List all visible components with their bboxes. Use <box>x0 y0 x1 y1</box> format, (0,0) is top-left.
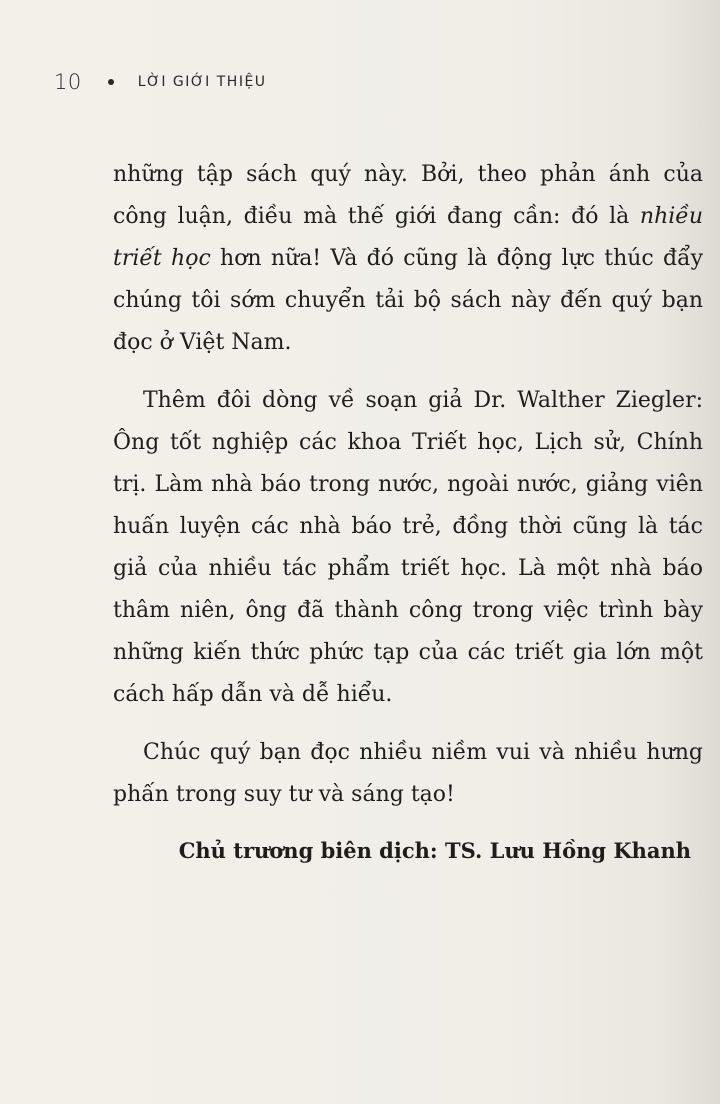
signature: Chủ trương biên dịch: TS. Lưu Hồng Khanh <box>178 838 691 863</box>
running-head: LỜI GIỚI THIỆU <box>137 74 267 90</box>
bullet-separator <box>108 79 114 85</box>
page-number: 10 <box>54 70 82 94</box>
paragraph-1-end: hơn nữa! Và đó cũng là động lực thúc đẩy chúng tôi sớm chuyển tải bộ sách này đến quý bạn đọc ở Việt Nam. <box>113 246 703 355</box>
paragraph-2: Thêm đôi dòng về soạn giả Dr. Walther Ziegler: Ông tốt nghiệp các khoa Triết học, Lịch sử, Chính trị. Làm nhà báo trong nước, ngoài nước, giảng viên huấn luyện các nhà báo trẻ, đồng thời cũng là tác giả của nhiều tác phẩm triết học. Là một nhà báo thâm niên, ông đã thành công trong việc trình bày những kiến thức phức tạp của các triết gia lớn một cách hấp dẫn và dễ hiểu. <box>113 388 703 707</box>
paragraph-3: Chúc quý bạn đọc nhiều niềm vui và nhiều hưng phấn trong suy tư và sáng tạo! <box>113 740 703 807</box>
page-header <box>54 68 267 96</box>
paragraph-1 <box>113 154 703 364</box>
paragraph-1-emphasis: nhiều triết học <box>113 204 703 271</box>
body-text <box>113 154 703 893</box>
paragraph-1-start: những tập sách quý này. Bởi, theo phản ánh của công luận, điều mà thế giới đang cần: đó là <box>113 162 703 229</box>
